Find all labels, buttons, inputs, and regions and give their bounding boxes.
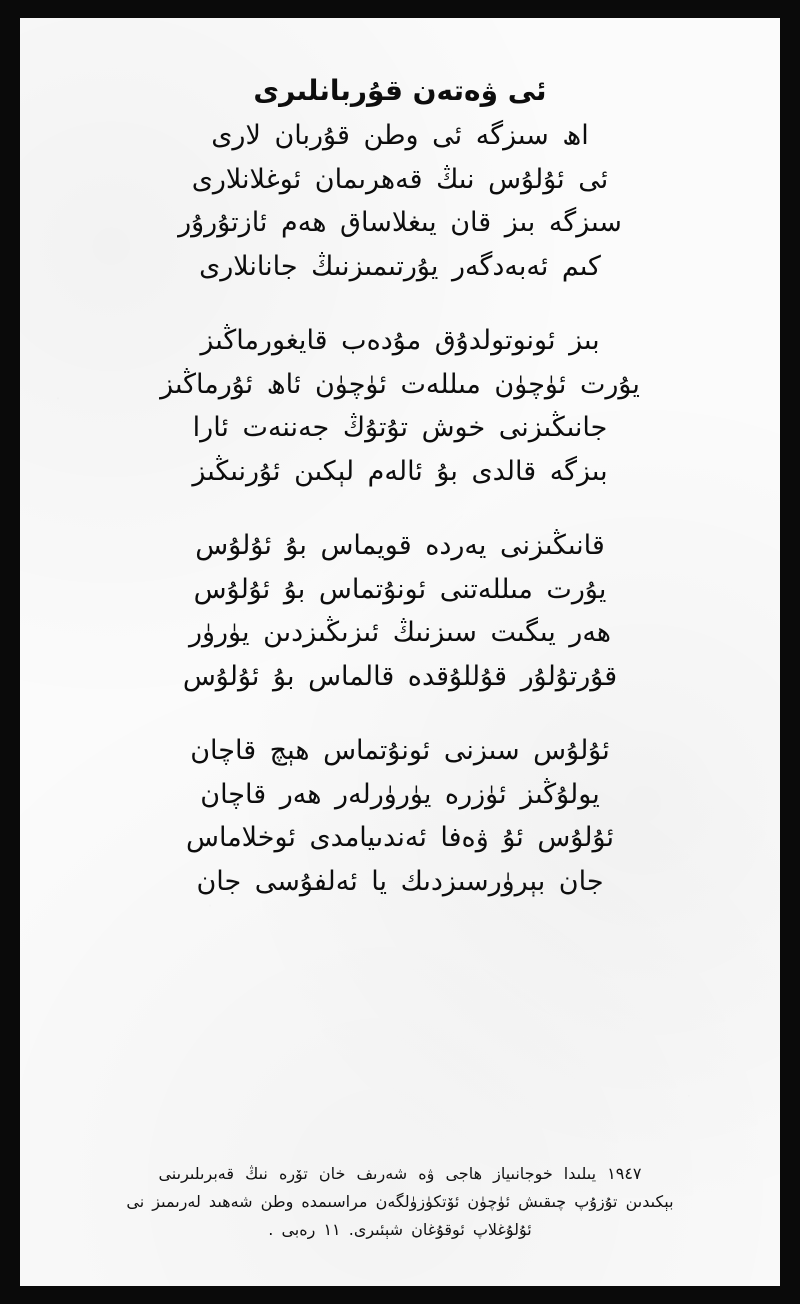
poem-line: ئۇلۇس ئۇ ۋەفا ئەندىيامدى ئوخلاماس <box>186 822 614 854</box>
page-title: ئى ۋەتەن قۇربانلىرى <box>253 74 547 107</box>
poem-line: سىزگە بىز قان يىغلاساق ھەم ئازتۇرۇر <box>178 207 622 239</box>
footnote-line: بېكىدىن تۇزۇپ چىقىش ئۈچۈن ئۆتكۈزۈلگەن مراسىمدە وطن شەھىد لەرىمىز نى <box>126 1192 674 1211</box>
poem-line: ئى ئۇلۇس نىڭ قەھرىمان ئوغلانلارى <box>191 163 609 195</box>
scanned-paper <box>20 18 780 1286</box>
footnote-block <box>78 1148 722 1244</box>
footnote-line: ١٩٤٧ يىلىدا خوجانىياز ھاجى ۋە شەرىف خان تۆرە نىڭ قەبرىلىرىنى <box>158 1164 642 1183</box>
poem-stanza <box>78 729 722 904</box>
poem-line: يۇرت مىللەتنى ئونۇتماس بۇ ئۇلۇس <box>193 573 607 605</box>
poem-line: قانىڭىزنى يەردە قويماس بۇ ئۇلۇس <box>195 529 605 561</box>
poem-line: ئۇلۇس سىزنى ئونۇتماس ھېچ قاچان <box>190 734 610 766</box>
poem-line: جان بېرۈرسىزدىك يا ئەلفۇسى جان <box>196 866 604 898</box>
poem-line: يۇرت ئۈچۈن مىللەت ئۈچۈن ئاھ ئۇرماڭىز <box>160 368 640 400</box>
poem-stanza <box>78 524 722 699</box>
poem-stanza <box>78 319 722 494</box>
poem-line: بىزگە قالدى بۇ ئالەم لېكىن ئۇرنىڭىز <box>192 456 608 488</box>
poem-line: ھەر يىگىت سىزنىڭ ئىزىڭىزدىن يۈرۈر <box>188 617 612 649</box>
poem-line: جانىڭىزنى خوش تۇتۇڭ جەننەت ئارا <box>192 412 608 444</box>
poem-line: قۇرتۇلۇر قۇللۇقدە قالماس بۇ ئۇلۇس <box>182 661 618 693</box>
poem-body <box>78 73 722 904</box>
footnote-line: ئۇلۇغلاپ ئوقۇغان شېئىرى. ١١ رەبى . <box>268 1220 532 1239</box>
poem-line: كىم ئەبەدگەر يۇرتىمىزنىڭ جانانلارى <box>199 251 601 283</box>
poem-line: اھ سىزگە ئى وطن قۇربان لارى <box>211 120 589 151</box>
poem-line: بىز ئونوتولدۇق مۇدەب قايغورماڭىز <box>200 324 600 356</box>
poem-stanza <box>78 114 722 289</box>
poem-line: يولۇڭىز ئۈزرە يۈرۈرلەر ھەر قاچان <box>200 778 600 810</box>
